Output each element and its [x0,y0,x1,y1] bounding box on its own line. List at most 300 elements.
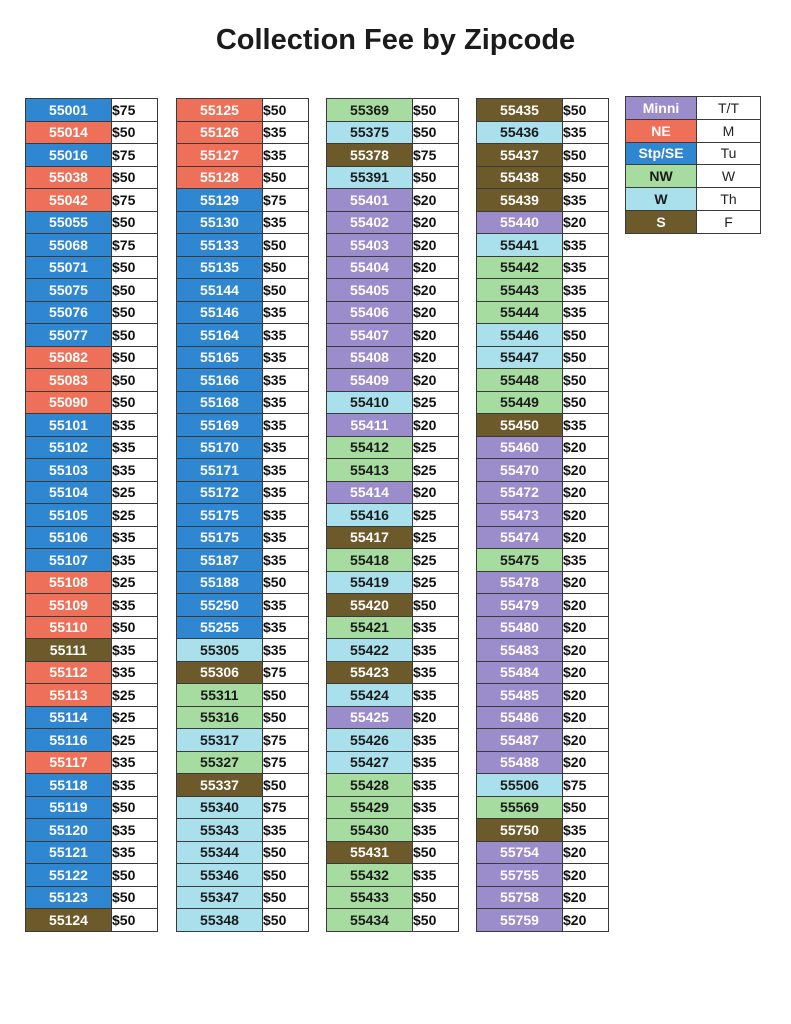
table-row [177,99,309,122]
table-row [327,886,459,909]
fee-cell: $25 [112,684,158,707]
fee-cell: $35 [563,189,609,212]
table-row [177,369,309,392]
fee-cell: $50 [112,166,158,189]
table-row [327,706,459,729]
zipcode-cell: 55447 [477,346,563,369]
zipcode-cell: 55114 [26,706,112,729]
fee-cell: $50 [413,886,459,909]
table-row [327,864,459,887]
fee-cell: $50 [112,346,158,369]
fee-cell: $50 [112,324,158,347]
zipcode-cell: 55038 [26,166,112,189]
table-row [327,256,459,279]
table-row [477,481,609,504]
fee-cell: $35 [112,639,158,662]
legend-day: M [697,119,761,142]
fee-cell: $35 [263,324,309,347]
fee-cell: $20 [563,909,609,932]
table-row [177,639,309,662]
fee-cell: $50 [413,594,459,617]
zipcode-cell: 55123 [26,886,112,909]
zipcode-cell: 55408 [327,346,413,369]
zipcode-cell: 55144 [177,279,263,302]
fee-cell: $35 [112,751,158,774]
zipcode-cell: 55250 [177,594,263,617]
table-row [177,121,309,144]
zipcode-cell: 55427 [327,751,413,774]
table-row [327,819,459,842]
zipcode-cell: 55127 [177,144,263,167]
fee-cell: $35 [413,751,459,774]
table-row [177,436,309,459]
table-row [477,661,609,684]
zipcode-cell: 55446 [477,324,563,347]
table-row [26,706,158,729]
legend-region: S [626,210,697,233]
fee-cell: $20 [413,301,459,324]
zipcode-cell: 55016 [26,144,112,167]
fee-cell: $35 [563,549,609,572]
fee-cell: $50 [112,279,158,302]
zipcode-cell: 55759 [477,909,563,932]
fee-cell: $20 [563,661,609,684]
table-row [26,504,158,527]
fee-cell: $50 [263,99,309,122]
legend-row [626,165,761,188]
zipcode-cell: 55411 [327,414,413,437]
zipcode-cell: 55438 [477,166,563,189]
fee-cell: $75 [112,189,158,212]
fee-cell: $50 [563,391,609,414]
fee-cell: $20 [413,189,459,212]
zipcode-cell: 55412 [327,436,413,459]
fee-cell: $20 [563,481,609,504]
legend-region: NE [626,119,697,142]
zipcode-cell: 55442 [477,256,563,279]
zipcode-cell: 55327 [177,751,263,774]
table-row [477,774,609,797]
zipcode-cell: 55305 [177,639,263,662]
table-row [26,99,158,122]
table-row [26,909,158,932]
fee-cell: $50 [112,796,158,819]
zipcode-cell: 55430 [327,819,413,842]
fee-cell: $75 [112,144,158,167]
fee-cell: $50 [112,391,158,414]
fee-cell: $25 [413,459,459,482]
fee-cell: $50 [263,886,309,909]
fee-cell: $35 [413,616,459,639]
fee-cell: $35 [112,774,158,797]
zipcode-table-col-4 [476,98,609,932]
fee-cell: $50 [112,616,158,639]
zipcode-cell: 55014 [26,121,112,144]
zipcode-cell: 55146 [177,301,263,324]
fee-cell: $25 [112,706,158,729]
zipcode-cell: 55421 [327,616,413,639]
zipcode-cell: 55090 [26,391,112,414]
table-row [477,504,609,527]
zipcode-cell: 55472 [477,481,563,504]
fee-cell: $35 [413,729,459,752]
table-row [327,99,459,122]
table-row [26,819,158,842]
table-row [327,346,459,369]
table-row [327,144,459,167]
zipcode-cell: 55188 [177,571,263,594]
zipcode-cell: 55404 [327,256,413,279]
fee-cell: $20 [563,864,609,887]
legend-day: T/T [697,97,761,120]
fee-cell: $20 [563,886,609,909]
zipcode-cell: 55369 [327,99,413,122]
fee-cell: $35 [413,864,459,887]
table-row [26,594,158,617]
fee-cell: $20 [563,211,609,234]
table-row [477,99,609,122]
legend-row [626,119,761,142]
table-row [327,774,459,797]
table-row [477,234,609,257]
table-row [477,436,609,459]
fee-cell: $50 [263,279,309,302]
table-row [477,189,609,212]
table-row [477,864,609,887]
table-row [177,234,309,257]
table-row [327,549,459,572]
fee-cell: $50 [112,211,158,234]
fee-cell: $35 [263,549,309,572]
table-row [477,414,609,437]
fee-cell: $35 [112,661,158,684]
table-row [26,324,158,347]
table-row [177,391,309,414]
table-row [327,594,459,617]
fee-cell: $35 [563,279,609,302]
zipcode-cell: 55101 [26,414,112,437]
fee-cell: $75 [112,99,158,122]
fee-cell: $35 [413,661,459,684]
table-row [177,526,309,549]
table-row [477,459,609,482]
table-row [26,414,158,437]
fee-cell: $35 [112,594,158,617]
zipcode-cell: 55104 [26,481,112,504]
table-row [477,211,609,234]
zipcode-cell: 55119 [26,796,112,819]
table-row [26,864,158,887]
table-row [26,256,158,279]
fee-cell: $25 [112,481,158,504]
zipcode-cell: 55423 [327,661,413,684]
table-row [26,751,158,774]
table-row [177,706,309,729]
fee-cell: $35 [112,526,158,549]
table-row [26,639,158,662]
table-row [477,909,609,932]
table-row [177,189,309,212]
zipcode-cell: 55448 [477,369,563,392]
table-row [327,234,459,257]
fee-cell: $50 [263,706,309,729]
zipcode-cell: 55108 [26,571,112,594]
legend-row [626,142,761,165]
table-row [327,436,459,459]
table-row [177,504,309,527]
table-row [177,481,309,504]
zipcode-cell: 55103 [26,459,112,482]
zipcode-cell: 55109 [26,594,112,617]
legend-region: W [626,188,697,211]
zipcode-cell: 55569 [477,796,563,819]
zipcode-cell: 55083 [26,369,112,392]
legend-row [626,97,761,120]
fee-cell: $75 [413,144,459,167]
table-row [177,571,309,594]
table-row [177,796,309,819]
zipcode-cell: 55071 [26,256,112,279]
zipcode-cell: 55117 [26,751,112,774]
zipcode-cell: 55425 [327,706,413,729]
fee-cell: $35 [263,504,309,527]
fee-cell: $20 [413,324,459,347]
table-row [26,481,158,504]
table-row [477,144,609,167]
fee-cell: $50 [112,256,158,279]
fee-cell: $35 [112,841,158,864]
fee-cell: $25 [112,504,158,527]
fee-cell: $25 [112,571,158,594]
zipcode-cell: 55434 [327,909,413,932]
zipcode-cell: 55417 [327,526,413,549]
table-row [26,301,158,324]
zipcode-cell: 55168 [177,391,263,414]
zipcode-cell: 55435 [477,99,563,122]
table-row [477,526,609,549]
fee-cell: $35 [112,436,158,459]
table-row [477,594,609,617]
fee-cell: $50 [413,909,459,932]
fee-cell: $50 [263,571,309,594]
fee-cell: $20 [563,616,609,639]
table-row [477,549,609,572]
zipcode-cell: 55405 [327,279,413,302]
table-row [177,324,309,347]
zipcode-cell: 55113 [26,684,112,707]
fee-cell: $25 [413,549,459,572]
fee-cell: $35 [263,594,309,617]
legend-row [626,210,761,233]
zipcode-cell: 55486 [477,706,563,729]
zipcode-table-col-3 [326,98,459,932]
zipcode-cell: 55750 [477,819,563,842]
table-row [26,346,158,369]
legend-region: Stp/SE [626,142,697,165]
fee-cell: $35 [112,549,158,572]
fee-cell: $50 [112,864,158,887]
fee-cell: $20 [413,234,459,257]
table-row [477,166,609,189]
zipcode-cell: 55422 [327,639,413,662]
fee-cell: $35 [263,301,309,324]
zipcode-cell: 55429 [327,796,413,819]
table-row [26,234,158,257]
zipcode-cell: 55441 [477,234,563,257]
zipcode-cell: 55484 [477,661,563,684]
table-row [177,751,309,774]
zipcode-cell: 55449 [477,391,563,414]
fee-cell: $25 [413,571,459,594]
zipcode-cell: 55483 [477,639,563,662]
table-row [327,166,459,189]
zipcode-cell: 55403 [327,234,413,257]
table-row [327,504,459,527]
fee-cell: $50 [112,369,158,392]
zipcode-cell: 55105 [26,504,112,527]
region-legend [625,96,761,234]
table-row [477,324,609,347]
table-row [477,616,609,639]
table-row [327,526,459,549]
fee-cell: $35 [263,526,309,549]
zipcode-cell: 55378 [327,144,413,167]
table-row [26,526,158,549]
zipcode-cell: 55106 [26,526,112,549]
zipcode-cell: 55346 [177,864,263,887]
fee-cell: $35 [112,819,158,842]
table-row [177,256,309,279]
zipcode-cell: 55475 [477,549,563,572]
zipcode-cell: 55413 [327,459,413,482]
zipcode-cell: 55175 [177,526,263,549]
zipcode-cell: 55311 [177,684,263,707]
fee-cell: $50 [413,99,459,122]
table-row [477,571,609,594]
fee-cell: $75 [263,729,309,752]
fee-cell: $35 [413,774,459,797]
legend-day: F [697,210,761,233]
table-row [26,684,158,707]
fee-cell: $75 [263,661,309,684]
zipcode-cell: 55001 [26,99,112,122]
table-row [477,684,609,707]
zipcode-cell: 55439 [477,189,563,212]
legend-day: Th [697,188,761,211]
legend-region: NW [626,165,697,188]
fee-cell: $25 [413,526,459,549]
table-row [26,886,158,909]
table-row [177,841,309,864]
legend-row [626,188,761,211]
table-row [327,391,459,414]
table-row [327,909,459,932]
table-row [26,729,158,752]
zipcode-cell: 55112 [26,661,112,684]
zipcode-cell: 55075 [26,279,112,302]
zipcode-cell: 55432 [327,864,413,887]
zipcode-cell: 55450 [477,414,563,437]
table-row [327,121,459,144]
fee-cell: $50 [263,256,309,279]
fee-cell: $20 [413,414,459,437]
zipcode-cell: 55440 [477,211,563,234]
fee-cell: $35 [263,211,309,234]
table-row [26,571,158,594]
zipcode-cell: 55121 [26,841,112,864]
zipcode-cell: 55255 [177,616,263,639]
fee-cell: $50 [263,841,309,864]
table-row [327,279,459,302]
table-row [177,661,309,684]
zipcode-cell: 55407 [327,324,413,347]
zipcode-cell: 55473 [477,504,563,527]
table-row [177,414,309,437]
table-row [26,121,158,144]
zipcode-cell: 55122 [26,864,112,887]
table-row [327,639,459,662]
table-row [177,729,309,752]
fee-cell: $35 [263,391,309,414]
table-row [177,684,309,707]
table-row [327,729,459,752]
fee-cell: $35 [263,369,309,392]
fee-cell: $50 [563,166,609,189]
fee-cell: $35 [563,121,609,144]
table-row [477,639,609,662]
fee-cell: $50 [563,144,609,167]
table-row [327,841,459,864]
fee-cell: $20 [413,279,459,302]
table-row [477,729,609,752]
zipcode-cell: 55428 [327,774,413,797]
table-row [177,549,309,572]
zipcode-cell: 55116 [26,729,112,752]
zipcode-table-col-1 [25,98,158,932]
table-row [177,144,309,167]
legend-region: Minni [626,97,697,120]
fee-cell: $25 [413,436,459,459]
zipcode-cell: 55375 [327,121,413,144]
zipcode-cell: 55431 [327,841,413,864]
fee-cell: $25 [112,729,158,752]
zipcode-cell: 55165 [177,346,263,369]
table-row [26,144,158,167]
fee-cell: $35 [263,459,309,482]
fee-cell: $35 [563,301,609,324]
zipcode-cell: 55478 [477,571,563,594]
zipcode-cell: 55126 [177,121,263,144]
table-row [177,864,309,887]
fee-cell: $35 [263,121,309,144]
zipcode-cell: 55129 [177,189,263,212]
zipcode-cell: 55124 [26,909,112,932]
table-row [177,459,309,482]
fee-cell: $20 [563,436,609,459]
table-row [26,549,158,572]
table-row [477,391,609,414]
zipcode-cell: 55187 [177,549,263,572]
fee-cell: $50 [413,841,459,864]
zipcode-table-col-2 [176,98,309,932]
zipcode-cell: 55306 [177,661,263,684]
fee-cell: $20 [563,729,609,752]
fee-cell: $35 [413,796,459,819]
fee-cell: $35 [112,459,158,482]
table-row [177,909,309,932]
fee-cell: $50 [112,886,158,909]
table-row [26,279,158,302]
